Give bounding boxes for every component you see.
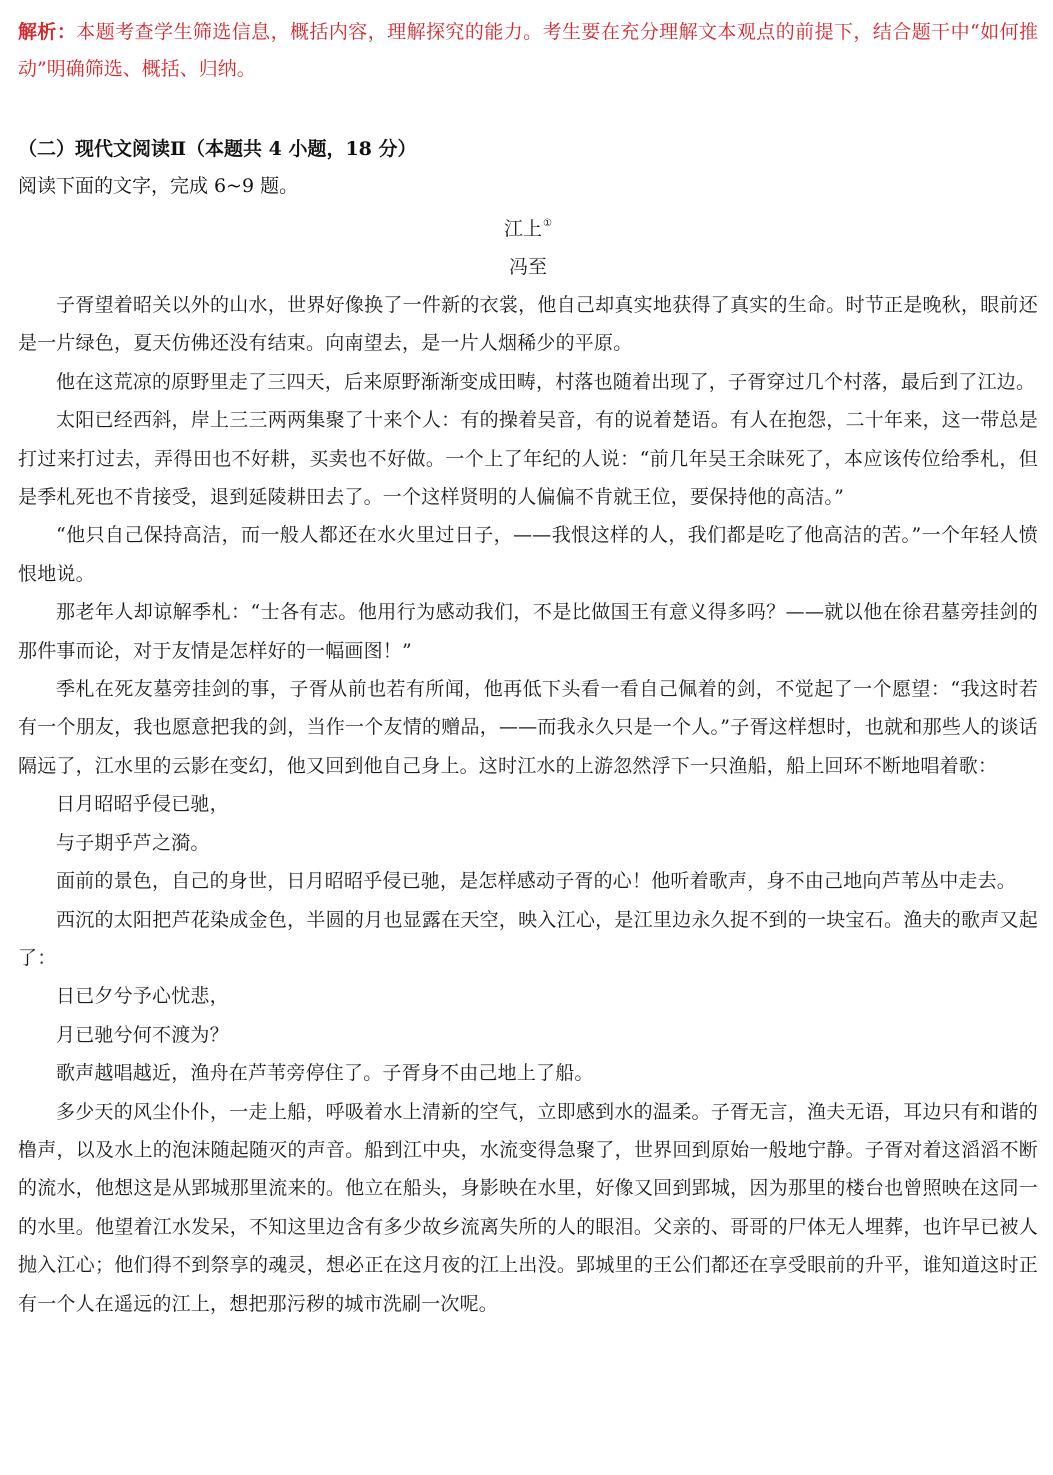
article-paragraph: 子胥望着昭关以外的山水，世界好像换了一件新的衣裳，他自己却真实地获得了真实的生命。时节正是晚秋，眼前还是一片绿色，夏天仿佛还没有结束。向南望去，是一片人烟稀少的平原。 xyxy=(18,294,1038,355)
article-paragraph: 他在这荒凉的原野里走了三四天，后来原野渐渐变成田畴，村落也随着出现了，子胥穿过几个村落，最后到了江边。 xyxy=(56,370,1036,393)
song-line: 与子期乎芦之漪。 xyxy=(56,831,210,854)
article-author: 冯至 xyxy=(508,256,547,278)
article-paragraph: 太阳已经西斜，岸上三三两两集聚了十来个人：有的操着吴音，有的说着楚语。有人在抱怨，二十年来，这一带总是打过来打过去，弄得田也不好耕，买卖也不好做。一个上了年纪的人说：“前几年吴王余昧死了，本应该传位给季札，但是季札死也不肯接受，退到延陵耕田去了。一个这样贤明的人偏偏不肯就王位，要保持他的高洁。” xyxy=(18,409,1038,509)
article-paragraph: 那老年人却谅解季札：“士各有志。他用行为感动我们，不是比做国王有意义得多吗？——就以他在徐君墓旁挂剑的那件事而论，对于友情是怎样好的一幅画图！” xyxy=(18,601,1038,662)
reading-instruction: 阅读下面的文字，完成 6~9 题。 xyxy=(18,175,299,197)
article-paragraph: 季札在死友墓旁挂剑的事，子胥从前也若有所闻，他再低下头看一看自己佩着的剑，不觉起了一个愿望：“我这时若有一个朋友，我也愿意把我的剑，当作一个友情的赠品，——而我永久只是一个人。”子胥这样想时，也就和那些人的谈话隔远了，江水里的云影在变幻，他又回到他自己身上。这时江水的上游忽然浮下一只渔船，船上回环不断地唱着歌： xyxy=(18,678,1038,777)
song-line: 日月昭昭乎侵已驰， xyxy=(56,793,229,816)
analysis-note xyxy=(18,14,1038,88)
article-title: 江上 xyxy=(504,218,543,240)
article-body xyxy=(18,286,1038,1323)
song-line: 月已驰兮何不渡为？ xyxy=(56,1023,229,1046)
article-title-line xyxy=(18,205,1038,248)
section-heading: （二）现代文阅读Ⅱ（本题共 4 小题，18 分） xyxy=(18,138,417,160)
document-page xyxy=(18,14,1038,1323)
analysis-label: 解析： xyxy=(18,21,77,43)
article-paragraph: 西沉的太阳把芦花染成金色，半圆的月也显露在天空，映入江心，是江里边永久捉不到的一块宝石。渔夫的歌声又起了： xyxy=(18,908,1038,969)
article-paragraph: 歌声越唱越近，渔舟在芦苇旁停住了。子胥身不由己地上了船。 xyxy=(56,1062,594,1085)
title-footnote-marker: ① xyxy=(543,218,552,229)
analysis-text: 本题考查学生筛选信息，概括内容，理解探究的能力。考生要在充分理解文本观点的前提下，结合题干中“如何推动”明确筛选、概括、归纳。 xyxy=(18,21,1038,80)
article-paragraph: “他只自己保持高洁，而一般人都还在水火里过日子，——我恨这样的人，我们都是吃了他高洁的苦。”一个年轻人愤恨地说。 xyxy=(18,524,1038,585)
song-line: 日已夕兮予心忧悲， xyxy=(56,985,229,1008)
article-paragraph: 多少天的风尘仆仆，一走上船，呼吸着水上清新的空气，立即感到水的温柔。子胥无言，渔夫无语，耳边只有和谐的橹声，以及水上的泡沫随起随灭的声音。船到江中央，水流变得急聚了，世界回到原始一般地宁静。子胥对着这滔滔不断的流水，他想这是从郢城那里流来的。他立在船头，身影映在水里，好像又回到郢城，因为那里的楼台也曾照映在这同一的水里。他望着江水发呆，不知这里边含有多少故乡流离失所的人的眼泪。父亲的、哥哥的尸体无人埋葬，也许早已被人抛入江心；他们得不到祭享的魂灵，想必正在这月夜的江上出没。郢城里的王公们都还在享受眼前的升平，谁知道这时正有一个人在遥远的江上，想把那污秽的城市洗刷一次呢。 xyxy=(18,1100,1038,1315)
article-paragraph: 面前的景色，自己的身世，日月昭昭乎侵已驰，是怎样感动子胥的心！他听着歌声，身不由己地向芦苇丛中走去。 xyxy=(56,870,1017,893)
